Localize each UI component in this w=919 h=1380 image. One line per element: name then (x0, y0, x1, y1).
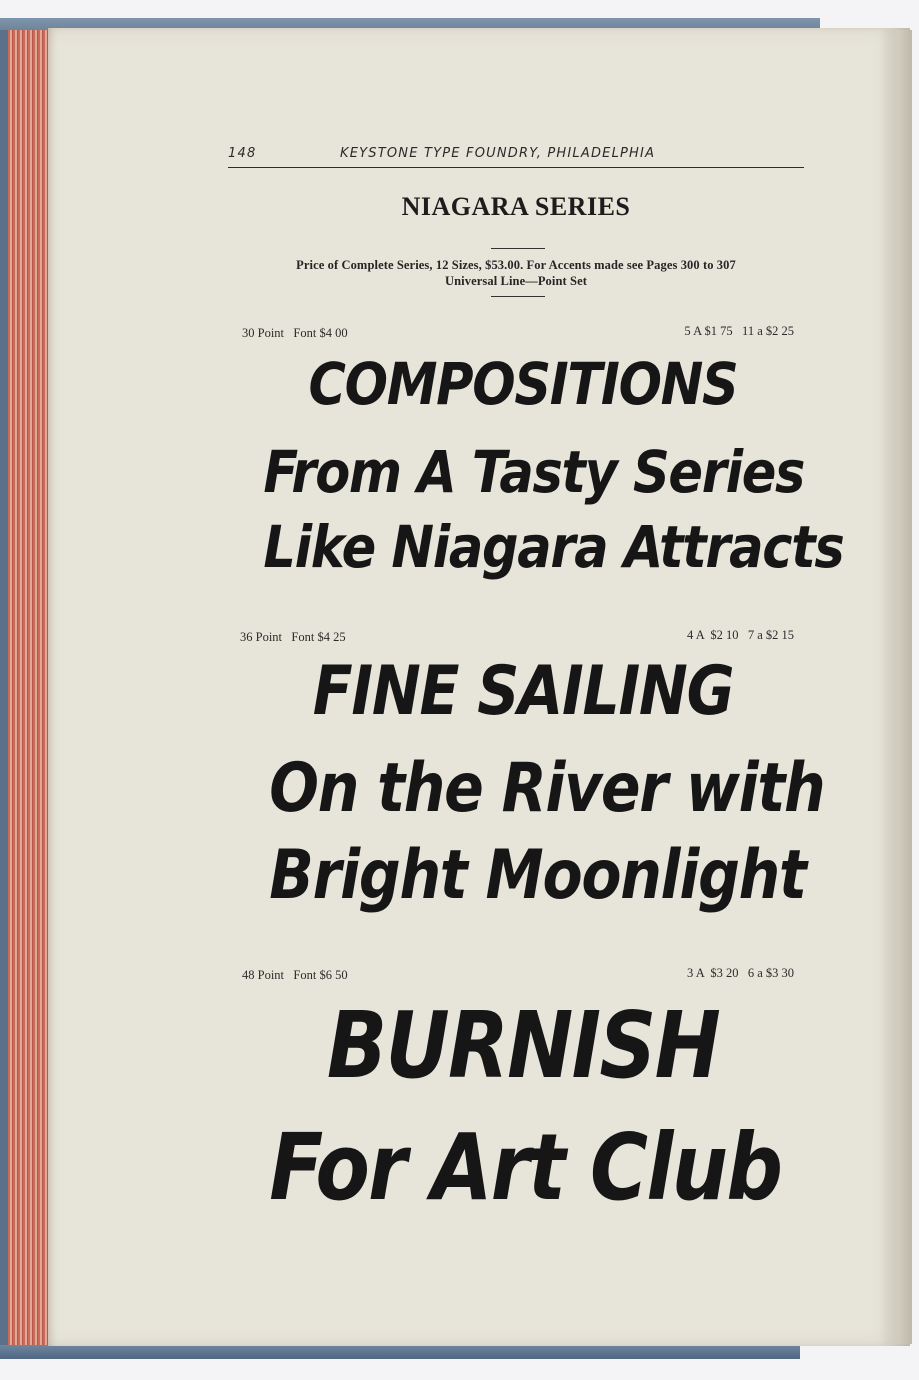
specimen-line: For Art Club (269, 1114, 782, 1221)
point-set-line: Universal Line—Point Set (445, 274, 587, 288)
specimen-line: Bright Moonlight (269, 836, 806, 915)
foundry-name: KEYSTONE TYPE FOUNDRY, PHILADELPHIA (340, 146, 656, 161)
specimen-line: Like Niagara Attracts (263, 513, 844, 581)
specimen-line: BURNISH (326, 992, 720, 1099)
page-edges (8, 30, 52, 1348)
specimen-line: FINE SAILING (312, 652, 734, 731)
specimen-line: From A Tasty Series (263, 438, 805, 506)
size-spec-36-point: 36 Point Font $4 25 (240, 630, 346, 644)
size-price-30-point: 5 A $1 75 11 a $2 25 (684, 324, 794, 338)
ornament-rule-top (491, 248, 545, 249)
page-gutter-shadow (880, 30, 912, 1344)
size-price-48-point: 3 A $3 20 6 a $3 30 (687, 966, 794, 980)
size-spec-30-point: 30 Point Font $4 00 (242, 326, 348, 340)
book-binding-bottom (0, 1345, 800, 1359)
specimen-line: On the River with (269, 749, 825, 828)
running-head (228, 145, 804, 168)
series-title: NIAGARA SERIES (401, 192, 631, 221)
page-number: 148 (228, 146, 257, 161)
ornament-rule-bottom (491, 296, 545, 297)
price-line: Price of Complete Series, 12 Sizes, $53.00. For Accents made see Pages 300 to 307 (296, 258, 736, 272)
size-price-36-point: 4 A $2 10 7 a $2 15 (687, 628, 794, 642)
size-spec-48-point: 48 Point Font $6 50 (242, 968, 348, 982)
specimen-line: COMPOSITIONS (308, 350, 738, 418)
